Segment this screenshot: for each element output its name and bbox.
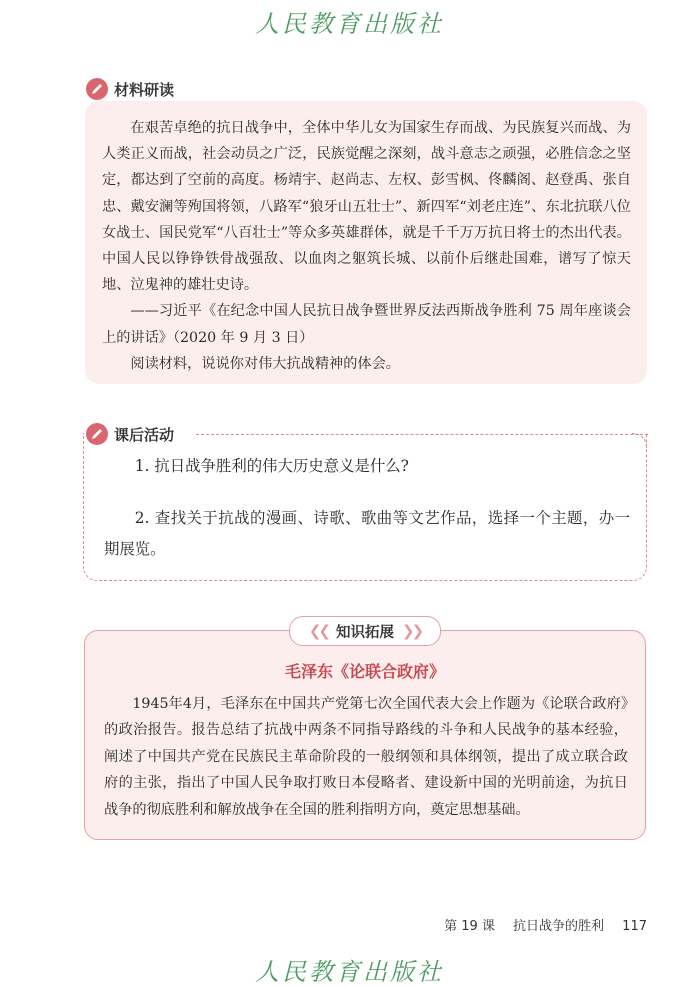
chevron-left-icon: ❮❮ xyxy=(308,622,328,640)
activity-corner xyxy=(632,433,647,448)
knowledge-title: 毛泽东《论联合政府》 xyxy=(284,662,445,681)
knowledge-tab xyxy=(289,616,441,646)
lesson-number: 第 19 课 xyxy=(444,919,495,934)
knowledge-tab-label: 知识拓展 xyxy=(336,624,394,641)
material-source: ——习近平《在纪念中国人民抗日战争暨世界反法西斯战争胜利 75 周年座谈会上的讲话》（2020 年 9 月 3 日） xyxy=(102,303,631,346)
page-number: 117 xyxy=(622,919,647,934)
activity-heading-label: 课后活动 xyxy=(114,425,175,444)
activity-item-2: 2. 查找关于抗战的漫画、诗歌、歌曲等文艺作品，选择一个主题，办一期展览。 xyxy=(104,509,630,558)
material-question: 阅读材料，说说你对伟大抗战精神的体会。 xyxy=(130,355,400,372)
material-heading-label: 材料研读 xyxy=(114,80,175,99)
material-heading xyxy=(86,78,174,100)
page-footer xyxy=(444,915,647,934)
chevron-right-icon: ❯❯ xyxy=(402,622,422,640)
publisher-logo-bottom: 人民教育出版社 xyxy=(255,958,444,986)
activity-item-1: 1. 抗日战争胜利的伟大历史意义是什么? xyxy=(134,457,409,475)
material-paragraph: 在艰苦卓绝的抗日战争中，全体中华儿女为国家生存而战、为民族复兴而战、为人类正义而战，社会动员之广泛，民族觉醒之深刻，战斗意志之顽强，必胜信念之坚定，都达到了空前的高度。杨靖宇、赵尚志、左权、彭雪枫、佟麟阁、赵登禹、张自忠、戴安澜等殉国将领，八路军“狼牙山五壮士”、新四军“刘老庄连”、东北抗联八位女战士、国民党军“八百壮士”等众多英雄群体，就是千千万万抗日将士的杰出代表。中国人民以铮铮铁骨战强敌、以血肉之躯筑长城、以前仆后继赴国难，谱写了惊天地、泣鬼神的雄壮史诗。 xyxy=(102,120,631,294)
pen-icon xyxy=(86,78,108,100)
publisher-logo-top: 人民教育出版社 xyxy=(255,10,444,38)
knowledge-text: 1945年4月，毛泽东在中国共产党第七次全国代表大会上作题为《论联合政府》的政治报告。报告总结了抗战中两条不同指导路线的斗争和人民战争的基本经验，阐述了中国共产党在民族民主革命阶段的一般纲领和具体纲领，提出了成立联合政府的主张，指出了中国人民争取打败日本侵略者、建设新中国的光明前途，为抗日战争的彻底胜利和解放战争在全国的胜利指明方向，奠定思想基础。 xyxy=(104,696,628,818)
lesson-title: 抗日战争的胜利 xyxy=(513,919,605,934)
activity-panel xyxy=(83,433,647,581)
material-panel xyxy=(85,101,647,384)
